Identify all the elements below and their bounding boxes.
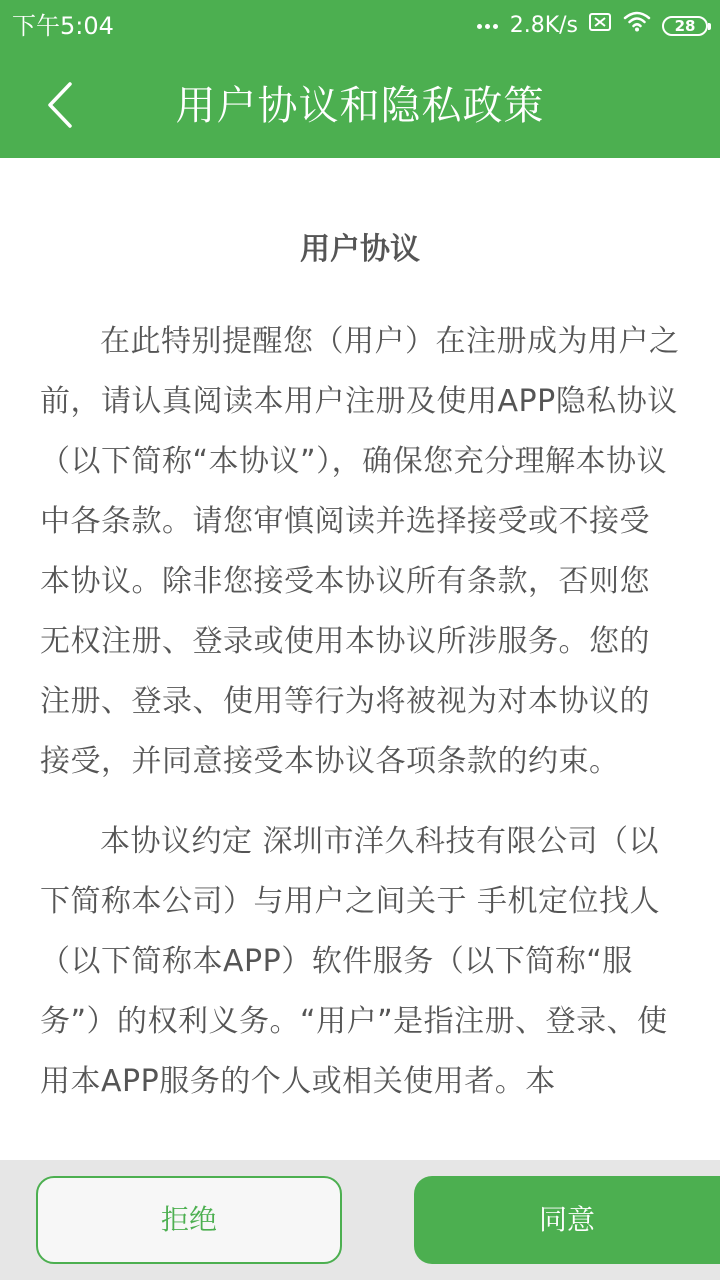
navigation-bar <box>0 52 720 158</box>
agree-button[interactable] <box>414 1176 720 1264</box>
agree-button-label: 同意 <box>538 1203 595 1236</box>
network-speed: 2.8K/s <box>509 13 578 38</box>
reject-button[interactable] <box>36 1176 342 1264</box>
reject-button-label: 拒绝 <box>160 1203 217 1236</box>
top-bar <box>0 0 720 158</box>
wifi-icon <box>622 10 652 42</box>
agreement-paragraph-1: 在此特别提醒您（用户）在注册成为用户之前，请认真阅读本用户注册及使用APP隐私协议（以下简称“本协议”），确保您充分理解本协议中各条款。请您审慎阅读并选择接受或不接受本协议。除非您接受本协议所有条款，否则您无权注册、登录或使用本协议所涉服务。您的注册、登录、使用等行为将被视为对本协议的接受，并同意接受本协议各项条款的约束。 <box>40 324 680 779</box>
status-bar <box>0 0 720 52</box>
page-title: 用户协议和隐私政策 <box>175 83 545 129</box>
status-indicators <box>477 10 708 42</box>
section-title: 用户协议 <box>300 232 420 267</box>
battery-level: 28 <box>674 17 696 35</box>
sim-disabled-icon <box>588 10 612 42</box>
bottom-action-bar <box>0 1160 720 1280</box>
status-time: 下午5:04 <box>12 12 114 40</box>
agreement-paragraph-2: 本协议约定 深圳市洋久科技有限公司（以下简称本公司）与用户之间关于 手机定位找人（以下简称本APP）软件服务（以下简称“服务”）的权利义务。“用户”是指注册、登录、使用本APP服务的个人或相关使用者。本 <box>40 824 668 1099</box>
more-dots-icon <box>477 24 498 29</box>
agreement-content[interactable] <box>0 158 720 1160</box>
battery-icon <box>662 16 708 36</box>
